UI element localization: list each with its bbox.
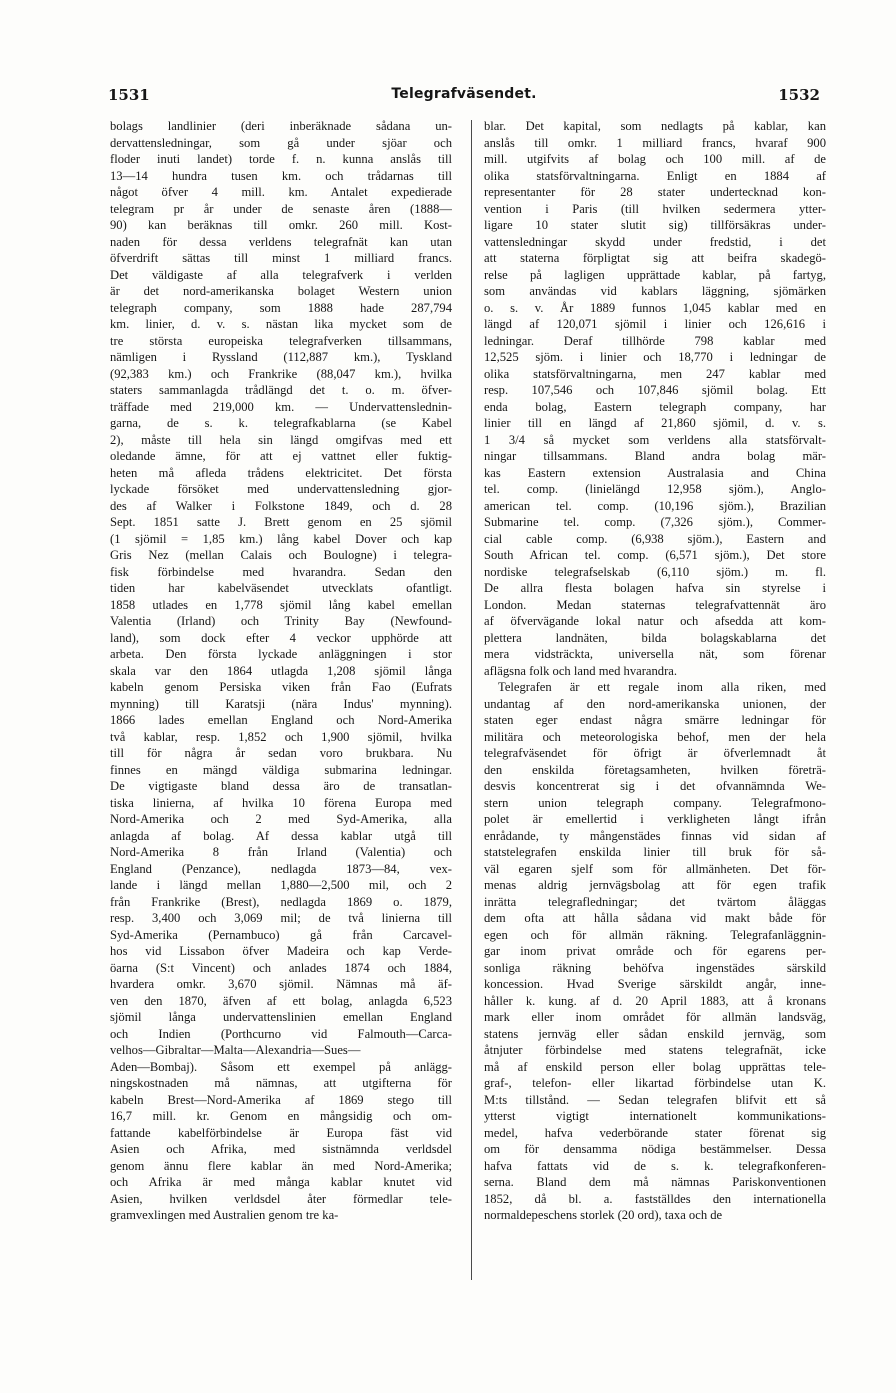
text-line: 12,525 sjöm. i linier och 18,770 i ledningar de: [484, 350, 826, 364]
text-line: 16,7 mill. kr. Genom en mångsidig och om-: [110, 1109, 452, 1123]
text-line: menas aldrig jernvägsbolag att för egen trafik: [484, 878, 826, 892]
text-line: statstelegrafen enskilda linier till bruk för så-: [484, 845, 826, 859]
text-line: telegram pr år under de senaste åren (1888—: [110, 201, 452, 216]
text-line: olika statsförvaltningarna, men 247 kablar med: [484, 366, 826, 381]
text-line: tiska linierna, af hvilka 10 förena Europa med: [110, 795, 452, 810]
text-line: graf-, telefon- eller likartad förbindelse utan K.: [484, 1076, 826, 1090]
text-line: medel, hafva vederbörande stater förenat sig: [484, 1125, 826, 1140]
text-line: linier till en längd af 21,860 sjömil, d. v. s.: [484, 416, 826, 430]
text-line: ningar tillsammans. Bland andra bolag mär-: [484, 449, 826, 463]
text-line: enda bolag, Eastern telegraph company, har: [484, 399, 826, 414]
text-line: tel. comp. (linielängd 12,958 sjöm.), Anglo-: [484, 482, 826, 496]
text-line: 1852, då bl. a. fastställdes den internationella: [484, 1191, 826, 1206]
text-line: Nord-Amerika och 2 med Syd-Amerika, alla: [110, 812, 452, 826]
text-line: resp. 107,546 och 107,846 sjömil bolag. Ett: [484, 383, 826, 397]
text-line: Syd-Amerika (Pernambuco) gå från Carcavel-: [110, 927, 452, 942]
text-line: fisk förbindelse med hvarandra. Sedan den: [110, 564, 452, 579]
text-line: öarna (S:t Vincent) och anlades 1874 och 1884,: [110, 960, 452, 975]
text-line: Valentia (Irland) och Trinity Bay (Newfound-: [110, 614, 452, 628]
text-line: serna. Bland dem må nämnas Pariskonventionen: [484, 1175, 826, 1189]
text-line: plettera landnäten, bilda bolagskablarna det: [484, 630, 826, 645]
text-line: Asien, hvilken verldsdel åter förmedlar tele-: [110, 1191, 452, 1206]
text-line: velhos—Gibraltar—Malta—Alexandria—Sues—: [110, 1043, 361, 1057]
text-line: anlagda af bolag. Af dessa kablar utgå till: [110, 828, 452, 843]
text-line: cial cable comp. (6,938 sjöm.), Eastern and: [484, 531, 826, 546]
text-line: hvardera omkr. 3,670 sjömil. Nämnas må äf-: [110, 977, 452, 991]
text-line: må af enskild person eller bolag upprättas tele-: [484, 1059, 826, 1074]
text-line: Asien och Afrika, med sistnämnda verldsdel: [110, 1142, 452, 1156]
text-line: lande i längd mellan 1,880—2,500 mil, och 2: [110, 878, 452, 892]
text-line: till för några år sedan voro brukbara. Nu: [110, 746, 452, 760]
text-line: o. s. v. År 1889 funnos 1,045 kablar med en: [484, 300, 826, 315]
text-line: kas Eastern extension Australasia and China: [484, 465, 826, 480]
text-line: staters sammanlagda trådlängd det t. o. m. öfver-: [110, 383, 452, 397]
text-line: är det nord-amerikanska bolaget Western union: [110, 284, 452, 298]
text-line: telegrafväsendet för öfrigt är öfverlemnadt åt: [484, 746, 826, 760]
text-line: sjömil långa undervattenslinien emellan England: [110, 1010, 452, 1024]
text-line: den enskilda företagsamheten, hvilken företrä-: [484, 762, 826, 777]
text-line: gramvexlingen med Australien genom tre ka-: [110, 1208, 339, 1222]
text-line: 2), måste till hela sin längd omgifvas med ett: [110, 432, 452, 447]
text-line: mynning) till Karatsji (nära Indus' mynning).: [110, 696, 452, 711]
text-line: Det väldigaste af alla telegrafverk i verlden: [110, 267, 452, 282]
text-line: väl egaren sjelf som för allmänheten. Det för-: [484, 861, 826, 876]
page-header: [108, 86, 820, 110]
text-line: ledningar. Deraf tillhörde 798 kablar med: [484, 333, 826, 348]
text-line: enrådande, ty mångenstädes finnas vid sidan af: [484, 828, 826, 843]
text-line: floder inuti landet) torde f. n. kunna anslås till: [110, 152, 452, 166]
text-line: american tel. comp. (10,196 sjöm.), Brazilian: [484, 498, 826, 513]
text-line: 1866 lades emellan England och Nord-Amerika: [110, 713, 452, 727]
text-column-left: [110, 118, 452, 1224]
text-line: Aden—Bombaj). Såsom ett exempel på anlägg-: [110, 1059, 452, 1074]
text-line: desvis koncentrerat sig i det ofvannämnda We-: [484, 779, 826, 793]
text-column-right: [484, 118, 826, 1224]
text-line: inrätta telegrafledningar; det tvärtom åläggas: [484, 894, 826, 909]
text-line: 13—14 hundra tusen km. och trådarnas till: [110, 168, 452, 183]
text-line: naden för dessa verldens telegrafnät kan utan: [110, 234, 452, 249]
text-line: som användas vid kablars läggning, sjömärken: [484, 284, 826, 298]
text-line: militära och meteorologiska behof, men der hela: [484, 729, 826, 744]
text-line: De allra flesta bolagen hafva sin styrelse i: [484, 581, 826, 595]
text-line: ligare 10 stater slutit sig) tillförsäkras under-: [484, 218, 826, 232]
text-line: skala var den 1864 utlagda 1,208 sjömil långa: [110, 663, 452, 678]
text-line: mark eller inom området för allmän landsväg,: [484, 1010, 826, 1024]
text-line: finnes en mängd väldiga submarina ledningar.: [110, 762, 452, 777]
text-line: tre största europeiska telegrafverken tillsammans,: [110, 333, 452, 348]
text-line: (1 sjömil = 1,85 km.) lång kabel Dover och kap: [110, 531, 452, 546]
text-line: 1858 utlades en 1,778 sjömil lång kabel emellan: [110, 597, 452, 612]
text-line: hafva fattats vid de s. k. telegrafkonferen-: [484, 1158, 826, 1173]
text-line: Sept. 1851 satte J. Brett genom en 25 sjömil: [110, 515, 452, 529]
text-line: och Afrika är med många kablar knutet vid: [110, 1175, 452, 1189]
text-line: des af Walker i Folkstone 1849, och d. 28: [110, 498, 452, 513]
text-line: åtnjuter förbindelse med statens telegrafnät, icke: [484, 1043, 826, 1057]
text-line: blar. Det kapital, som nedlagts på kablar, kan: [484, 119, 826, 133]
text-line: ven den 1870, äfven af ett bolag, anlagda 6,523: [110, 993, 452, 1008]
text-line: vention i Paris (till hvilken sedermera ytter-: [484, 201, 826, 216]
text-line: oledande ämne, för att ej vattnet eller fuktig-: [110, 449, 452, 463]
text-line: vattensledningar skydd under fredstid, i det: [484, 234, 826, 249]
text-line: nordiske telegrafselskab (6,110 sjöm.) m. fl.: [484, 564, 826, 579]
column-divider: [471, 120, 472, 1280]
text-line: dem ofta att hålla sådana vid makt både för: [484, 911, 826, 925]
text-line: arbeta. Den första lyckade anläggningen i stor: [110, 647, 452, 661]
text-line: två kablar, resp. 1,852 och 1,900 sjömil, hvilka: [110, 729, 452, 744]
text-line: ningskostnaden må nämnas, att utgifterna för: [110, 1076, 452, 1090]
text-line: km. linier, d. v. s. nästan lika mycket som de: [110, 317, 452, 331]
text-line: tiden har kabelväsendet utvecklats ofantligt.: [110, 581, 452, 595]
text-line: resp. 3,400 och 3,069 mil; de två linierna till: [110, 911, 452, 925]
text-line: garna, de s. k. telegrafkablarna (se Kabel: [110, 416, 452, 430]
text-line: mill. utgifvits af bolag och 100 mill. af de: [484, 152, 826, 166]
text-line: relse på lagligen upprättade kablar, på fartyg,: [484, 267, 826, 282]
text-line: Nord-Amerika 8 från Irland (Valentia) och: [110, 845, 452, 859]
text-line: statens jernväg eller sådan enskild jernväg, som: [484, 1026, 826, 1041]
text-line: nämligen i Ryssland (112,887 km.), Tyskland: [110, 350, 452, 364]
text-line: fattande kabelförbindelse är Europa fäst vid: [110, 1125, 452, 1140]
text-line: land), som dock efter 4 veckor upphörde att: [110, 630, 452, 645]
text-line: kabeln genom Persiska viken från Fao (Eufrats: [110, 680, 452, 694]
text-line: bolags landlinier (deri inberäknade sådana un-: [110, 119, 452, 133]
text-line: träffade med 219,000 km. — Undervattenslednin-: [110, 399, 452, 414]
text-line: olika statsförvaltningarna. Enligt en 1884 af: [484, 168, 826, 183]
text-line: öfverdrift sättas till minst 1 milliard francs.: [110, 251, 452, 265]
text-line: gar inom privat område och för egarens per-: [484, 944, 826, 958]
text-line: ytterst vigtigt internationelt kommunikations-: [484, 1109, 826, 1123]
text-line: egen och för allmän räkning. Telegrafanläggnin-: [484, 927, 826, 942]
running-title: Telegrafväsendet.: [391, 86, 537, 102]
text-line: håller k. kung. af d. 20 April 1883, att å kronans: [484, 993, 826, 1008]
text-line: 1 3/4 så mycket som verldens alla statsförvalt-: [484, 432, 826, 447]
text-line: att staterna förpligtat sig att beifra skadegö-: [484, 251, 826, 265]
text-line: undantag af den nord-amerikanska unionen, der: [484, 696, 826, 711]
text-line: Submarine tel. comp. (7,326 sjöm.), Commer-: [484, 515, 826, 529]
text-line: dervattensledningar, som gå under sjöar och: [110, 135, 452, 150]
text-line: M:ts tillstånd. — Sedan telegrafen blifvit ett så: [484, 1092, 826, 1107]
text-line: mera vidsträckta, universella nät, som förenar: [484, 647, 826, 661]
text-line: af öfvervägande lokal natur och afsedda att kom-: [484, 614, 826, 628]
text-line: aflägsna folk och land med hvarandra.: [484, 663, 678, 678]
text-line: om för densamma nödiga bestämmelser. Dessa: [484, 1142, 826, 1156]
text-line: från Frankrike (Brest), nedlagda 1869 o. 1879,: [110, 894, 452, 909]
page-number-right: 1532: [778, 86, 820, 104]
text-line: heten må afleda trådens elektricitet. Det första: [110, 465, 452, 480]
text-line: London. Medan staternas telegrafvattennät äro: [484, 597, 826, 612]
text-line: normaldepeschens storlek (20 ord), taxa och de: [484, 1208, 723, 1222]
text-line: De vigtigaste bland dessa äro de transatlan-: [110, 779, 452, 793]
text-line: anslås till omkr. 1 milliard francs, hvaraf 900: [484, 135, 826, 150]
text-line: sonliga räkning behöfva ingenstädes särskild: [484, 960, 826, 975]
text-line: representanter för 28 stater undertecknad kon-: [484, 185, 826, 199]
page-number-left: 1531: [108, 86, 150, 104]
text-line: hos vid Lissabon öfver Madeira och kap Verde-: [110, 944, 452, 958]
text-line: genom ännu flere kablar än med Nord-Amerika;: [110, 1158, 452, 1173]
text-line: Telegrafen är ett regale inom alla riken, med: [498, 680, 826, 694]
text-line: längd af 120,071 sjömil i linier och 126,616 i: [484, 317, 826, 331]
text-line: 90) kan beräknas till omkr. 260 mill. Kost-: [110, 218, 452, 232]
text-line: lyckade försöket med undervattensledning gjor-: [110, 482, 452, 496]
text-line: något öfver 4 mill. km. Antalet expedierade: [110, 185, 452, 199]
text-line: kabeln Brest—Nord-Amerika af 1869 stego till: [110, 1092, 452, 1107]
text-line: koncession. Hvad Sverige särskildt angår, inne-: [484, 977, 826, 991]
text-line: (92,383 km.) och Frankrike (88,047 km.), hvilka: [110, 366, 452, 381]
text-line: telegraph company, som 1888 hade 287,794: [110, 300, 452, 315]
text-line: stern union telegraph company. Telegrafmono-: [484, 795, 826, 810]
text-line: staten eger endast några smärre ledningar för: [484, 713, 826, 727]
text-line: Gris Nez (mellan Calais och Boulogne) i telegra-: [110, 548, 452, 562]
text-line: och Indien (Porthcurno vid Falmouth—Carca-: [110, 1026, 452, 1041]
text-line: England (Penzance), nedlagda 1873—84, vex-: [110, 861, 452, 876]
text-line: South African tel. comp. (6,571 sjöm.), Det store: [484, 548, 826, 562]
text-line: polet är emellertid i verkligheten långt ifrån: [484, 812, 826, 826]
